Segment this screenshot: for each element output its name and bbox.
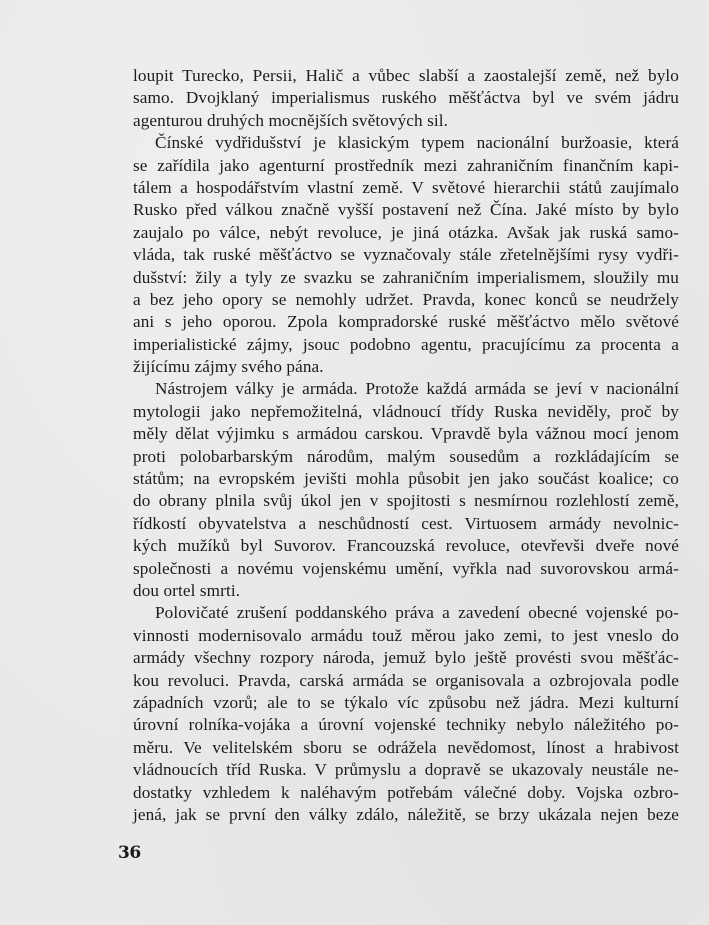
paragraph [133,132,679,378]
text-line: samo. Dvojklaný imperialismus ruského měšťáctva byl ve svém jádru [133,88,679,108]
text-line: do obrany plnila svůj úkol jen v spojitosti s nesmírnou rozlehlostí země, [133,491,679,511]
text-line: západních vzorů; ale to se týkalo víc způsobu než jádra. Mezi kulturní [133,692,679,712]
text-line: Nástrojem války je armáda. Protože každá armáda se jeví v nacionální [155,379,679,399]
paragraph [133,602,679,826]
text-line: vláda, tak ruské měšťáctvo se vyznačovaly stále zřetelnějšími rysy vydři- [133,245,679,265]
text-line: agenturou druhých mocnějších světových sil. [133,110,449,130]
text-line: vládnoucích tříd Ruska. V průmyslu a dopravě se ukazovaly neustále ne- [133,760,679,780]
text-line: žijícímu zájmy svého pána. [133,357,324,377]
text-line: úrovní rolníka-vojáka a úrovní vojenské techniky nebylo náležitého po- [133,715,679,735]
text-line: jená, jak se první den války zdálo, náležitě, se brzy ukázala nejen beze [133,804,679,824]
text-line: kých mužíků byl Suvorov. Francouzská revoluce, otevřevši dveře nové [133,536,679,556]
text-line: Čínské vydřidušství je klasickým typem nacionální buržoasie, která [155,133,679,153]
text-line: dušství: žily a tyly ze svazku se zahraničním imperialismem, sloužily mu [133,267,679,287]
text-line: společnosti a novému vojenskému umění, vyřkla nad suvorovskou armá- [133,558,679,578]
text-line: tálem a hospodářstvím vlastní země. V světové hierarchii států zaujímalo [133,177,679,197]
text-line: řídkostí obyvatelstva a neschůdností cest. Virtuosem armády nevolnic- [133,513,679,533]
paragraph [133,65,679,132]
text-line: armády všechny rozpory národa, jemuž bylo ještě provésti svou měšťác- [133,648,679,668]
text-line: ani s jeho oporou. Zpola kompradorské ruské měšťáctvo mělo světové [133,312,679,332]
text-line: měly dělat výjimku s armádou carskou. Vpravdě byla vážnou mocí jenom [133,424,679,444]
text-line: kou revoluci. Pravda, carská armáda se organisovala a ozbrojovala podle [133,670,679,690]
text-line: se zařídila jako agenturní prostředník mezi zahraničním finančním kapi- [133,155,679,175]
body-text [133,65,679,826]
text-line: mytologii jako nepřemožitelná, vládnoucí třídy Ruska neviděly, proč by [133,401,679,421]
text-line: imperialistické zájmy, jsouc podobno agentu, pracujícímu za procenta a [133,334,679,354]
text-line: proti polobarbarským národům, malým sousedům a rozkládajícím se [133,446,679,466]
text-line: Polovičaté zrušení poddanského práva a zavedení obecné vojenské po- [155,603,679,623]
text-line: a bez jeho opory se nemohly udržet. Pravda, konec konců se neudržely [133,289,679,309]
text-line: Rusko před válkou značně vyšší postavení než Čína. Jaké místo by bylo [133,200,679,220]
page-number: 36 [118,843,141,863]
text-line: dostatky vzhledem k naléhavým potřebám válečné doby. Vojska ozbro- [133,782,679,802]
text-line: loupit Turecko, Persii, Halič a vůbec slabší a zaostalejší země, než bylo [133,66,679,85]
paragraph [133,378,679,602]
text-line: vinnosti modernisovalo armádu touž měrou jako zemi, to jest vneslo do [133,625,679,645]
text-line: dou ortel smrti. [133,580,241,600]
text-line: státům; na evropském jevišti mohla působit jen jako součást koalice; co [133,469,679,489]
text-line: měru. Ve velitelském sboru se odrážela nevědomost, línost a hrabivost [133,737,679,757]
text-line: zaujalo po válce, nebýt revoluce, je jiná otázka. Avšak jak ruská samo- [133,222,679,242]
